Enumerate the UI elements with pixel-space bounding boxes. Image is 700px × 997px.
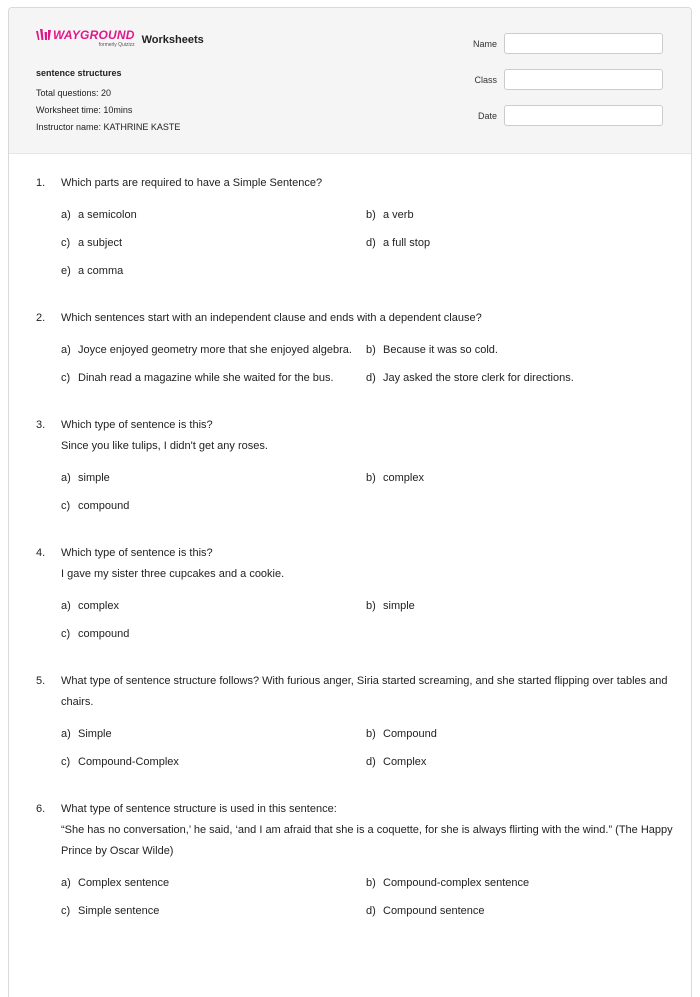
option-letter: b): [366, 728, 376, 740]
wayground-logo-icon: [36, 29, 51, 42]
option-letter: a): [61, 728, 71, 740]
question-number: 2.: [36, 312, 46, 324]
question-stem: [36, 799, 676, 862]
question-text-block: [61, 308, 676, 329]
answer-option[interactable]: [61, 368, 366, 389]
question-subtext: “She has no conversation,’ he said, ‘and I am afraid that she is a coquette, for she is always flirting with the wind.” (The Happy Prince by Oscar Wilde): [61, 824, 673, 857]
date-field-row: [473, 105, 663, 126]
option-text: a verb: [383, 209, 414, 221]
question-5: [36, 671, 676, 773]
option-text: a subject: [78, 237, 123, 249]
question-list: [36, 173, 676, 948]
logo-wordmark: WAYGROUND: [53, 28, 135, 42]
answer-option[interactable]: [61, 468, 366, 489]
worksheet-time: Worksheet time: 10mins: [36, 105, 133, 115]
student-fields: [473, 33, 663, 141]
answer-option[interactable]: [366, 368, 671, 389]
class-input[interactable]: [504, 69, 663, 90]
worksheet-header: [9, 8, 691, 154]
class-field-row: [473, 69, 663, 90]
question-stem: [36, 543, 676, 585]
question-4: [36, 543, 676, 645]
question-text-block: [61, 415, 676, 457]
answer-option[interactable]: [366, 205, 671, 226]
option-text: Compound sentence: [383, 905, 485, 917]
answer-option[interactable]: [366, 596, 671, 617]
question-3: [36, 415, 676, 517]
question-stem: [36, 671, 676, 713]
question-stem: [36, 415, 676, 457]
answer-option[interactable]: [61, 873, 366, 894]
option-text: a semicolon: [78, 209, 137, 221]
name-field-row: [473, 33, 663, 54]
option-text: complex: [78, 600, 119, 612]
option-text: Complex: [383, 756, 427, 768]
option-text: compound: [78, 628, 130, 640]
answer-option[interactable]: [61, 596, 366, 617]
section-title: Worksheets: [141, 34, 204, 46]
option-text: Simple: [78, 728, 112, 740]
question-1: [36, 173, 676, 282]
option-letter: d): [366, 905, 376, 917]
question-subtext: I gave my sister three cupcakes and a cookie.: [61, 568, 285, 580]
answer-option[interactable]: [61, 496, 366, 517]
question-text: Which type of sentence is this?: [61, 419, 213, 431]
question-number: 6.: [36, 803, 46, 815]
total-questions: Total questions: 20: [36, 88, 112, 98]
option-letter: c): [61, 756, 71, 768]
option-letter: d): [366, 372, 376, 384]
answer-option[interactable]: [366, 901, 671, 922]
option-text: Dinah read a magazine while she waited for the bus.: [78, 372, 334, 384]
question-text: Which sentences start with an independent clause and ends with a dependent clause?: [61, 312, 482, 324]
option-letter: b): [366, 600, 376, 612]
logo-subtitle: formerly Quizizz: [98, 42, 135, 48]
option-text: Simple sentence: [78, 905, 160, 917]
answer-option[interactable]: [366, 340, 671, 361]
question-text: What type of sentence structure is used in this sentence:: [61, 803, 337, 815]
option-text: Because it was so cold.: [383, 344, 498, 356]
answer-option[interactable]: [61, 340, 366, 361]
option-letter: c): [61, 372, 71, 384]
brand: [36, 28, 204, 48]
logo: [36, 28, 135, 48]
option-letter: c): [61, 237, 71, 249]
option-text: a comma: [78, 265, 124, 277]
question-subtext: Since you like tulips, I didn't get any roses.: [61, 440, 268, 452]
answer-options: [61, 205, 676, 282]
question-stem: [36, 173, 676, 194]
date-input[interactable]: [504, 105, 663, 126]
answer-option[interactable]: [366, 468, 671, 489]
option-letter: c): [61, 628, 71, 640]
question-text-block: [61, 671, 676, 713]
option-letter: a): [61, 209, 71, 221]
option-letter: a): [61, 472, 71, 484]
name-label: Name: [472, 38, 497, 49]
answer-options: [61, 724, 676, 773]
question-text-block: [61, 799, 676, 862]
answer-options: [61, 468, 676, 517]
question-text: Which parts are required to have a Simple Sentence?: [61, 177, 323, 189]
option-letter: b): [366, 877, 376, 889]
option-text: simple: [383, 600, 415, 612]
answer-option[interactable]: [61, 724, 366, 745]
option-text: simple: [78, 472, 110, 484]
question-number: 3.: [36, 419, 46, 431]
name-input[interactable]: [504, 33, 663, 54]
class-label: Class: [474, 74, 497, 85]
question-text-block: [61, 543, 676, 585]
answer-options: [61, 340, 676, 389]
date-label: Date: [477, 110, 497, 121]
option-text: Joyce enjoyed geometry more that she enjoyed algebra.: [78, 344, 352, 356]
question-text-block: [61, 173, 676, 194]
option-text: complex: [383, 472, 424, 484]
worksheet: [8, 7, 692, 997]
option-text: Compound: [383, 728, 437, 740]
option-letter: d): [366, 237, 376, 249]
question-number: 5.: [36, 675, 46, 687]
option-letter: c): [61, 500, 71, 512]
option-text: Compound-Complex: [78, 756, 179, 768]
option-letter: b): [366, 344, 376, 356]
question-stem: [36, 308, 676, 329]
answer-option[interactable]: [61, 901, 366, 922]
option-text: Jay asked the store clerk for directions.: [383, 372, 574, 384]
answer-option[interactable]: [366, 724, 671, 745]
answer-options: [61, 873, 676, 922]
option-letter: b): [366, 209, 376, 221]
option-text: compound: [78, 500, 130, 512]
option-letter: b): [366, 472, 376, 484]
instructor-name: Instructor name: KATHRINE KASTE: [36, 122, 181, 132]
answer-option[interactable]: [366, 873, 671, 894]
option-letter: a): [61, 344, 71, 356]
answer-option[interactable]: [61, 233, 366, 254]
question-6: [36, 799, 676, 922]
answer-option[interactable]: [61, 261, 366, 282]
option-letter: c): [61, 905, 71, 917]
option-letter: a): [61, 877, 71, 889]
option-letter: d): [366, 756, 376, 768]
question-number: 1.: [36, 177, 46, 189]
answer-options: [61, 596, 676, 645]
question-2: [36, 308, 676, 389]
option-text: Compound-complex sentence: [383, 877, 530, 889]
option-text: a full stop: [383, 237, 431, 249]
option-text: Complex sentence: [78, 877, 170, 889]
option-letter: a): [61, 600, 71, 612]
question-number: 4.: [36, 547, 46, 559]
worksheet-meta: [36, 67, 180, 136]
answer-option[interactable]: [61, 624, 366, 645]
answer-option[interactable]: [366, 752, 671, 773]
answer-option[interactable]: [61, 752, 366, 773]
question-text: What type of sentence structure follows? With furious anger, Siria started screaming, and she started flipping over tables and chairs.: [61, 675, 668, 708]
option-letter: e): [61, 265, 71, 277]
answer-option[interactable]: [366, 233, 671, 254]
answer-option[interactable]: [61, 205, 366, 226]
question-text: Which type of sentence is this?: [61, 547, 213, 559]
worksheet-title: sentence structures: [36, 68, 122, 78]
